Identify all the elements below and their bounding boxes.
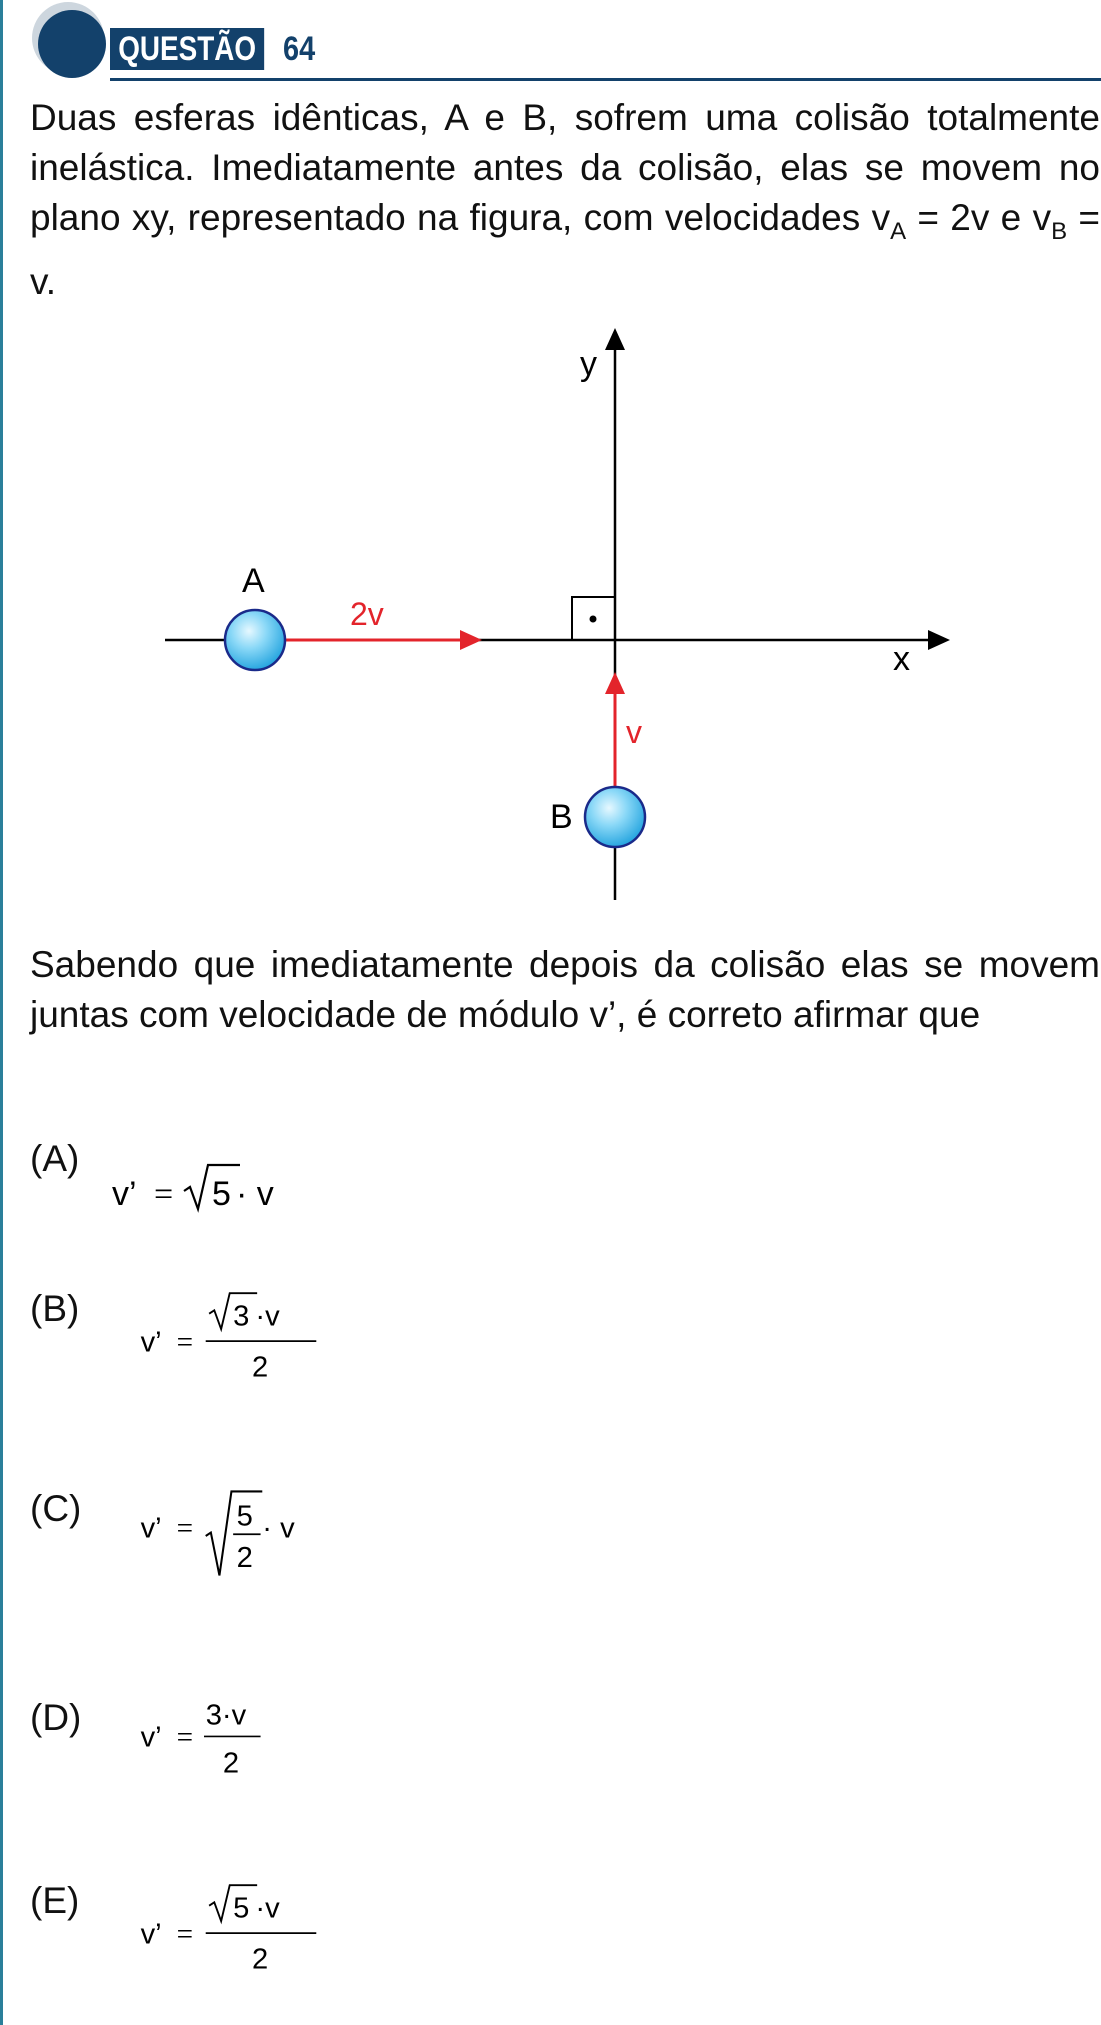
option-c-formula bbox=[112, 1476, 512, 1596]
y-axis-label: y bbox=[580, 345, 597, 383]
option-d-formula bbox=[112, 1685, 512, 1805]
option-a-formula bbox=[112, 1128, 512, 1248]
option-c-numerator: 5 bbox=[236, 1500, 253, 1533]
option-c[interactable] bbox=[30, 1488, 730, 1618]
option-b-denominator: 2 bbox=[252, 1351, 269, 1384]
option-a-equals: = bbox=[154, 1176, 174, 1213]
option-d-equals: = bbox=[176, 1721, 194, 1754]
option-e-lhs: v’ bbox=[140, 1918, 162, 1951]
option-b-equals: = bbox=[176, 1326, 194, 1359]
option-b-num-tail: ·v bbox=[255, 1300, 280, 1333]
option-c-equals: = bbox=[176, 1512, 194, 1545]
option-e-letter: (E) bbox=[30, 1880, 80, 1921]
option-c-lhs: v’ bbox=[140, 1512, 162, 1545]
option-e-equals: = bbox=[176, 1918, 194, 1951]
velocity-a: $v_A = 2v$ bbox=[871, 197, 990, 245]
sphere-a-label: A bbox=[242, 562, 265, 600]
question-number: 64 bbox=[283, 30, 316, 68]
option-a[interactable] bbox=[30, 1138, 730, 1218]
x-axis-arrowhead bbox=[928, 630, 950, 650]
question-stem bbox=[30, 93, 1100, 307]
badge-circle-icon bbox=[38, 10, 106, 78]
option-a-lhs: v’ bbox=[112, 1175, 137, 1213]
option-e[interactable] bbox=[30, 1880, 730, 2010]
option-a-tail: · v bbox=[236, 1175, 274, 1213]
velocity-b: $v_B = v$. bbox=[30, 197, 1101, 302]
collision-diagram bbox=[0, 320, 1101, 920]
option-e-radicand: 5 bbox=[233, 1892, 250, 1925]
velocity-a-label: 2v bbox=[350, 596, 384, 632]
velocity-a-arrowhead bbox=[460, 630, 482, 650]
sphere-a bbox=[225, 610, 285, 670]
x-axis-label: x bbox=[893, 640, 910, 678]
sphere-b-label: B bbox=[550, 798, 573, 836]
option-e-num-tail: ·v bbox=[255, 1892, 280, 1925]
header-divider bbox=[110, 78, 1101, 81]
option-b[interactable] bbox=[30, 1288, 730, 1418]
left-margin-bar bbox=[0, 0, 3, 2025]
option-b-lhs: v’ bbox=[140, 1326, 162, 1359]
option-d-numerator: 3·v bbox=[205, 1699, 247, 1732]
velocity-b-label: v bbox=[626, 714, 642, 750]
option-e-formula bbox=[112, 1868, 512, 1988]
option-b-formula bbox=[112, 1276, 512, 1396]
option-c-letter: (C) bbox=[30, 1488, 82, 1529]
stem-connector: e bbox=[989, 197, 1033, 238]
option-a-letter: (A) bbox=[30, 1138, 80, 1179]
sphere-b bbox=[585, 787, 645, 847]
option-b-letter: (B) bbox=[30, 1288, 80, 1329]
option-d-lhs: v’ bbox=[140, 1721, 162, 1754]
option-c-denominator: 2 bbox=[236, 1541, 253, 1574]
option-b-radicand: 3 bbox=[233, 1300, 250, 1333]
question-label: QUESTÃO bbox=[110, 28, 264, 70]
option-d[interactable] bbox=[30, 1697, 730, 1827]
option-e-denominator: 2 bbox=[252, 1943, 269, 1976]
question-header bbox=[28, 0, 1101, 90]
velocity-b-arrowhead bbox=[605, 672, 625, 694]
option-d-denominator: 2 bbox=[222, 1747, 240, 1780]
y-axis-arrowhead bbox=[605, 328, 625, 350]
question-prompt: Sabendo que imediatamente depois da colisão elas se movem juntas com velocidade de módulo v’, é correto afirmar que bbox=[30, 944, 1100, 1035]
option-a-radicand: 5 bbox=[212, 1175, 231, 1213]
option-d-letter: (D) bbox=[30, 1697, 82, 1738]
right-angle-dot bbox=[590, 616, 597, 623]
option-c-tail: · v bbox=[262, 1512, 295, 1545]
stem-text: Duas esferas idênticas, A e B, sofrem uma colisão totalmente inelástica. Imediatamente antes da colisão, elas se movem no plano xy, representado na figura, com velocidades bbox=[30, 97, 1100, 238]
